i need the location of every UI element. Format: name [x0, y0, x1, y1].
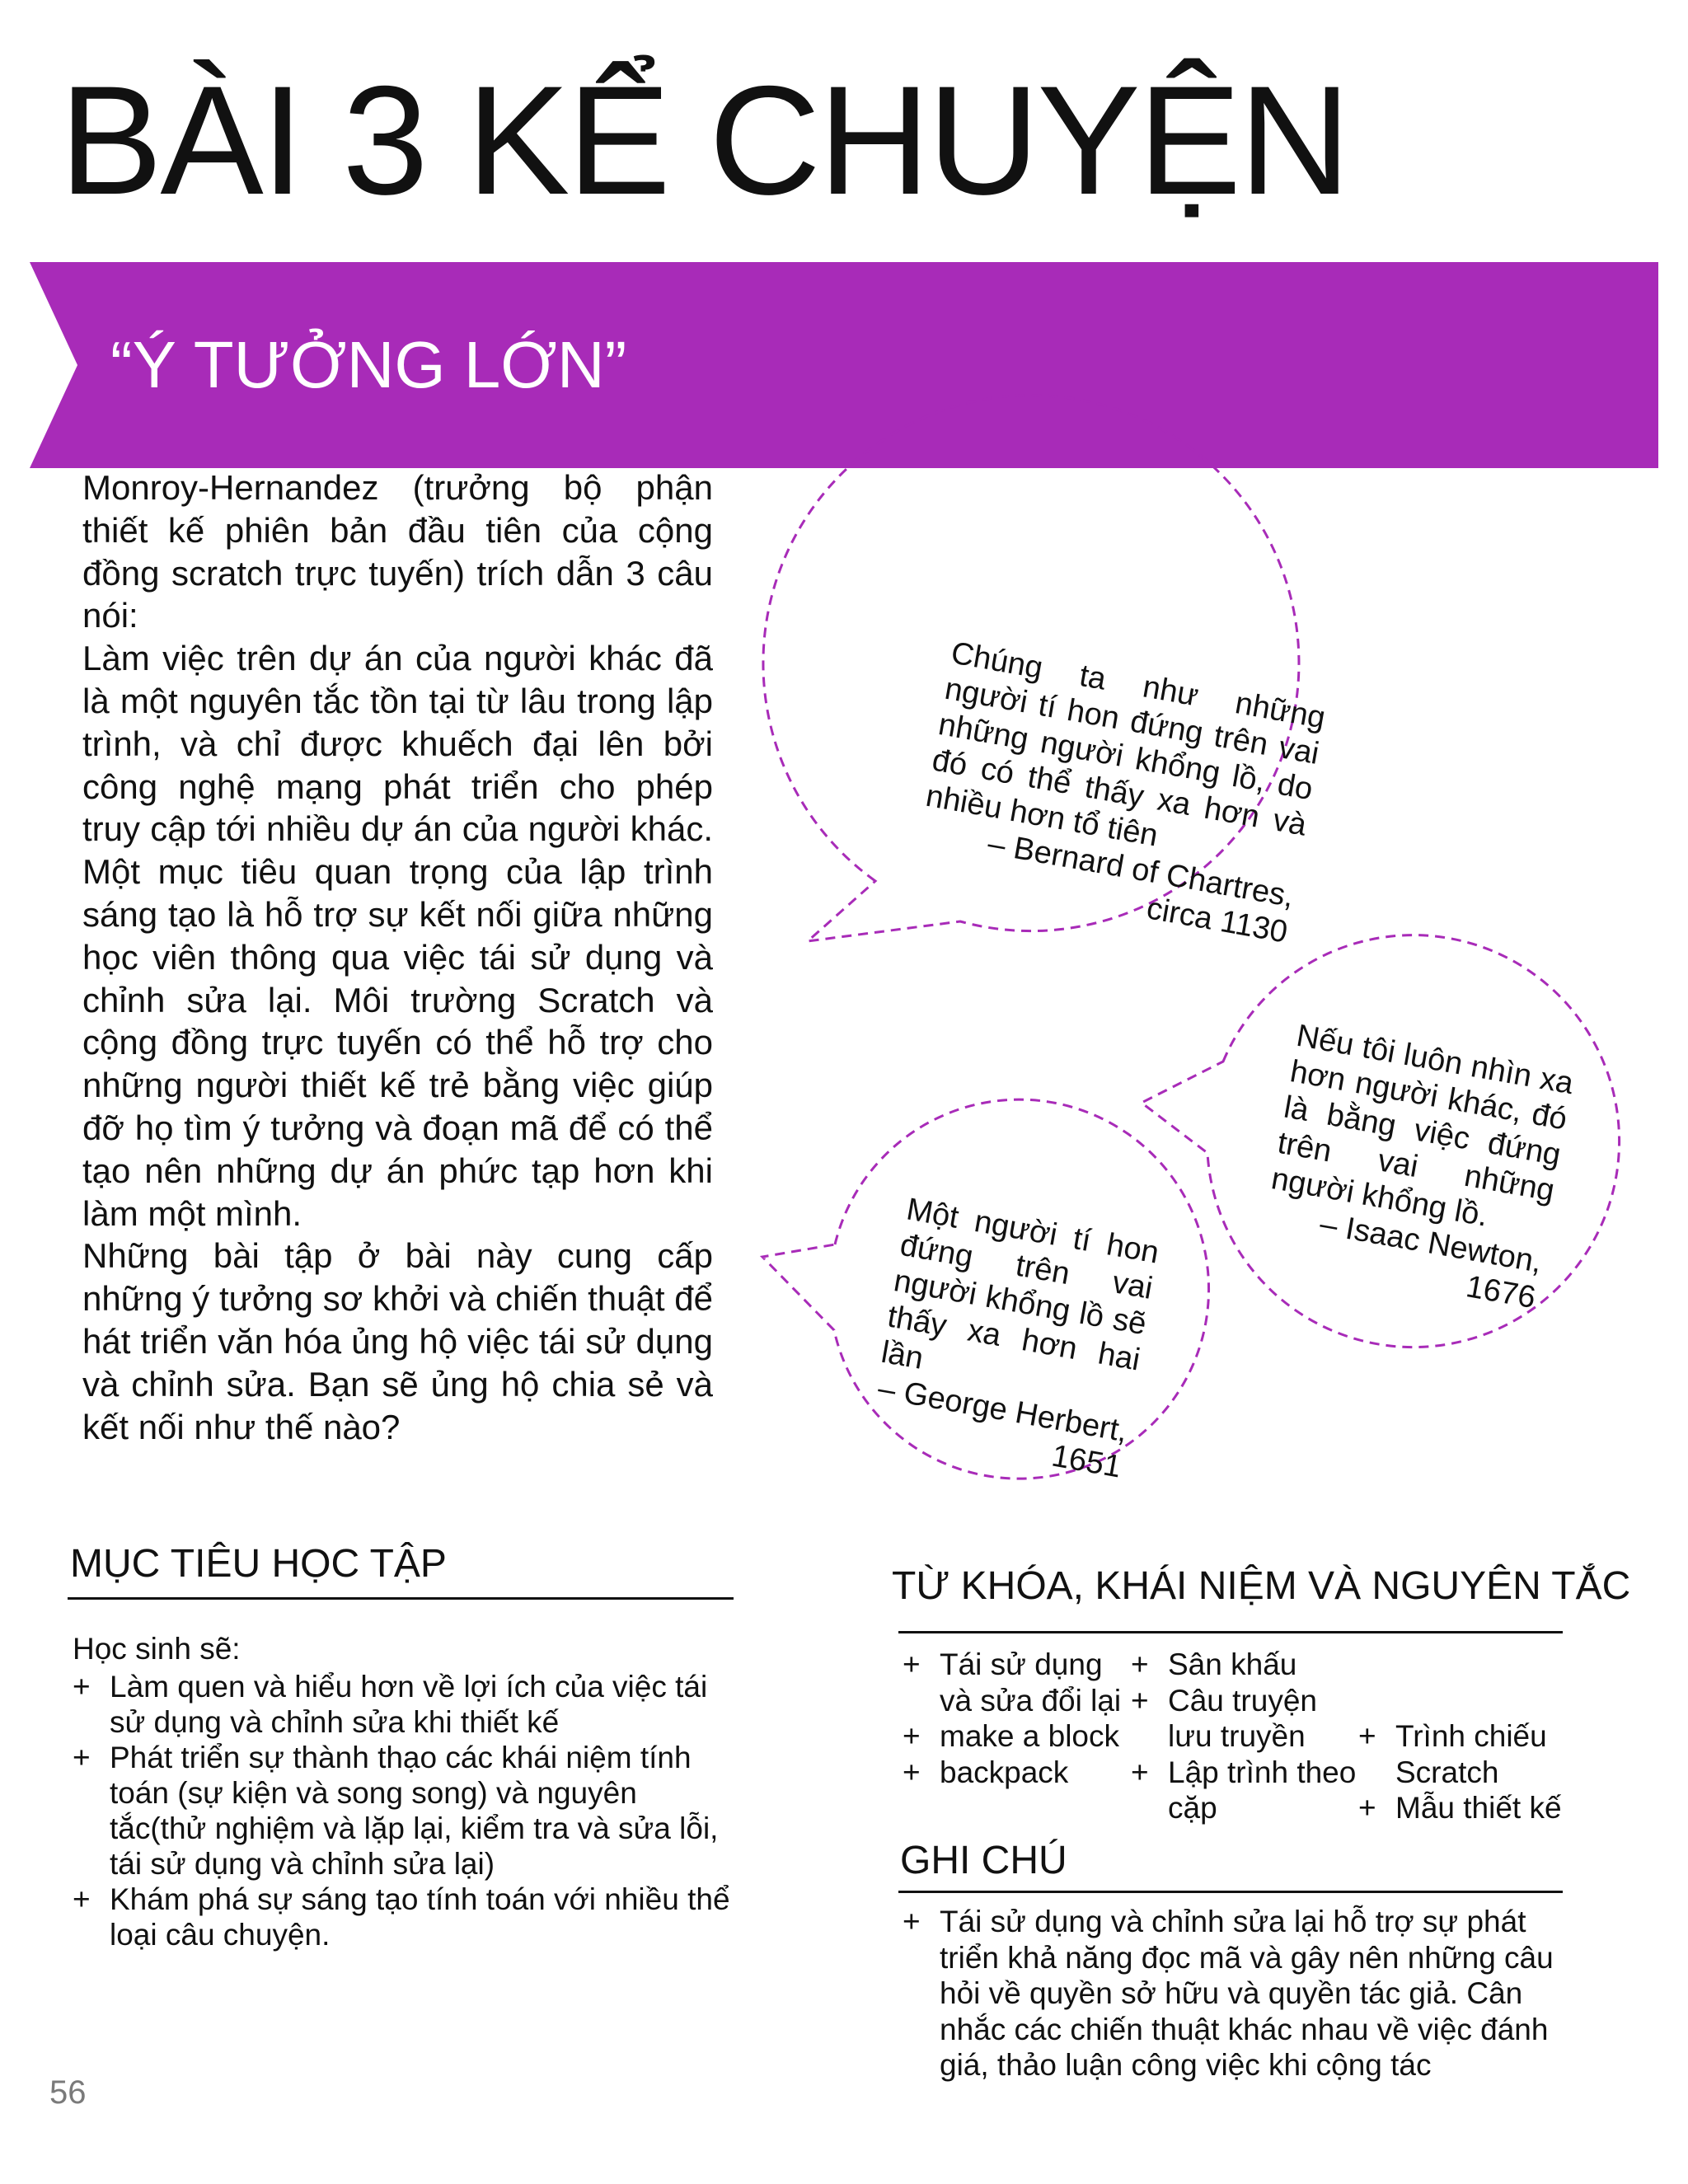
keywords-column [1358, 1718, 1573, 1826]
objectives-list [73, 1669, 732, 1952]
quote-attribution: – Isaac Newton, 1676 [1317, 1207, 1545, 1316]
list-item: + backpack [903, 1755, 1133, 1791]
list-item: + make a block [903, 1718, 1133, 1755]
notes-list [903, 1904, 1562, 2083]
list-item: + Tái sử dụng và sửa đổi lại [903, 1647, 1133, 1718]
objectives-lead: Học sinh sẽ: [73, 1632, 241, 1666]
quote-newton [1256, 1018, 1576, 1316]
quote-herbert [866, 1191, 1162, 1485]
quote-attribution: – George Herbert, 1651 [875, 1371, 1131, 1485]
list-item: + Tái sử dụng và chỉnh sửa lại hỗ trợ sự phát triển khả năng đọc mã và gây nên những câu hỏi về quyền sở hữu và quyền tác giả. Cân nhắc các chiến thuật khác nhau về việc đánh giá, thảo luận công việc khi cộng tác [903, 1904, 1562, 2083]
list-item: + Khám phá sự sáng tạo tính toán với nhiều thể loại câu chuyện. [73, 1882, 732, 1952]
quote-attribution: – Bernard of Chartres, circa 1130 [985, 826, 1296, 950]
list-item: + Phát triển sự thành thạo các khái niệm tính toán (sự kiện và song song) và nguyên tắc(thử nghiệm và lặp lại, kiểm tra và sửa lỗi, tái sử dụng và chỉnh sửa lại) [73, 1740, 732, 1882]
notes-heading: GHI CHÚ [900, 1839, 1067, 1882]
objectives-divider [68, 1597, 734, 1600]
quote-text: Nếu tôi luôn nhìn xa hơn người khác, đó là bằng việc đứng trên vai những người khổng lồ. [1268, 1018, 1576, 1234]
keywords-divider [898, 1631, 1563, 1633]
page-title: BÀI 3 KỂ CHUYỆN [59, 54, 1348, 227]
notes-divider [898, 1891, 1563, 1893]
quote-text: Một người tí hon đứng trên vai người khổng lồ sẽ thấy xa hơn hai lần [879, 1192, 1162, 1378]
list-item: + Câu truyện lưu truyền [1131, 1683, 1357, 1755]
list-item: + Mẫu thiết kế [1358, 1790, 1573, 1826]
page-number: 56 [49, 2074, 87, 2111]
keywords-column [903, 1647, 1133, 1790]
quote-text: Chúng ta như những người tí hon đứng trên vai những người khổng lồ, do đó có thể thấy xa hơn và nhiều hơn tổ tiên [923, 635, 1329, 854]
keywords-column [1131, 1647, 1357, 1826]
objectives-heading: MỤC TIÊU HỌC TẬP [70, 1542, 447, 1586]
intro-paragraph: Làm việc trên dự án của người khác đã là một nguyên tắc tồn tại từ lâu trong lập trình, và chỉ được khuếch đại lên bởi công nghệ mạng phát triển cho phép truy cập tới nhiều dự án của người khác. Một mục tiêu quan trọng của lập trình sáng tạo là hỗ trợ sự kết nối giữa những học viên thông qua việc tái sử dụng và chỉnh sửa lại. Môi trường Scratch và cộng đồng trực tuyến có thể hỗ trợ cho những người thiết kế trẻ bằng việc giúp đỡ họ tìm ý tưởng và đoạn mã để có thể tạo nên những dự án phức tạp hơn khi làm một mình. [82, 639, 713, 1233]
list-item: + Lập trình theo cặp [1131, 1755, 1357, 1826]
banner-title: “Ý TƯỞNG LỚN” [110, 328, 627, 401]
list-item: + Làm quen và hiểu hơn về lợi ích của việc tái sử dụng và chỉnh sửa khi thiết kế [73, 1669, 732, 1740]
keywords-heading: TỪ KHÓA, KHÁI NIỆM VÀ NGUYÊN TẮC [892, 1564, 1631, 1608]
list-item: + Trình chiếu Scratch [1358, 1718, 1573, 1790]
intro-paragraph: Những bài tập ở bài này cung cấp những ý tưởng sơ khởi và chiến thuật để hát triển văn hóa ủng hộ việc tái sử dụng và chỉnh sửa. Bạn sẽ ủng hộ chia sẻ và kết nối như thế nào? [82, 1236, 713, 1446]
list-item: + Sân khấu [1131, 1647, 1357, 1683]
intro-paragraph: Monroy-Hernandez (trưởng bộ phận thiết kế phiên bản đầu tiên của cộng đồng scratch trực tuyến) trích dẫn 3 câu nói: [82, 468, 713, 635]
